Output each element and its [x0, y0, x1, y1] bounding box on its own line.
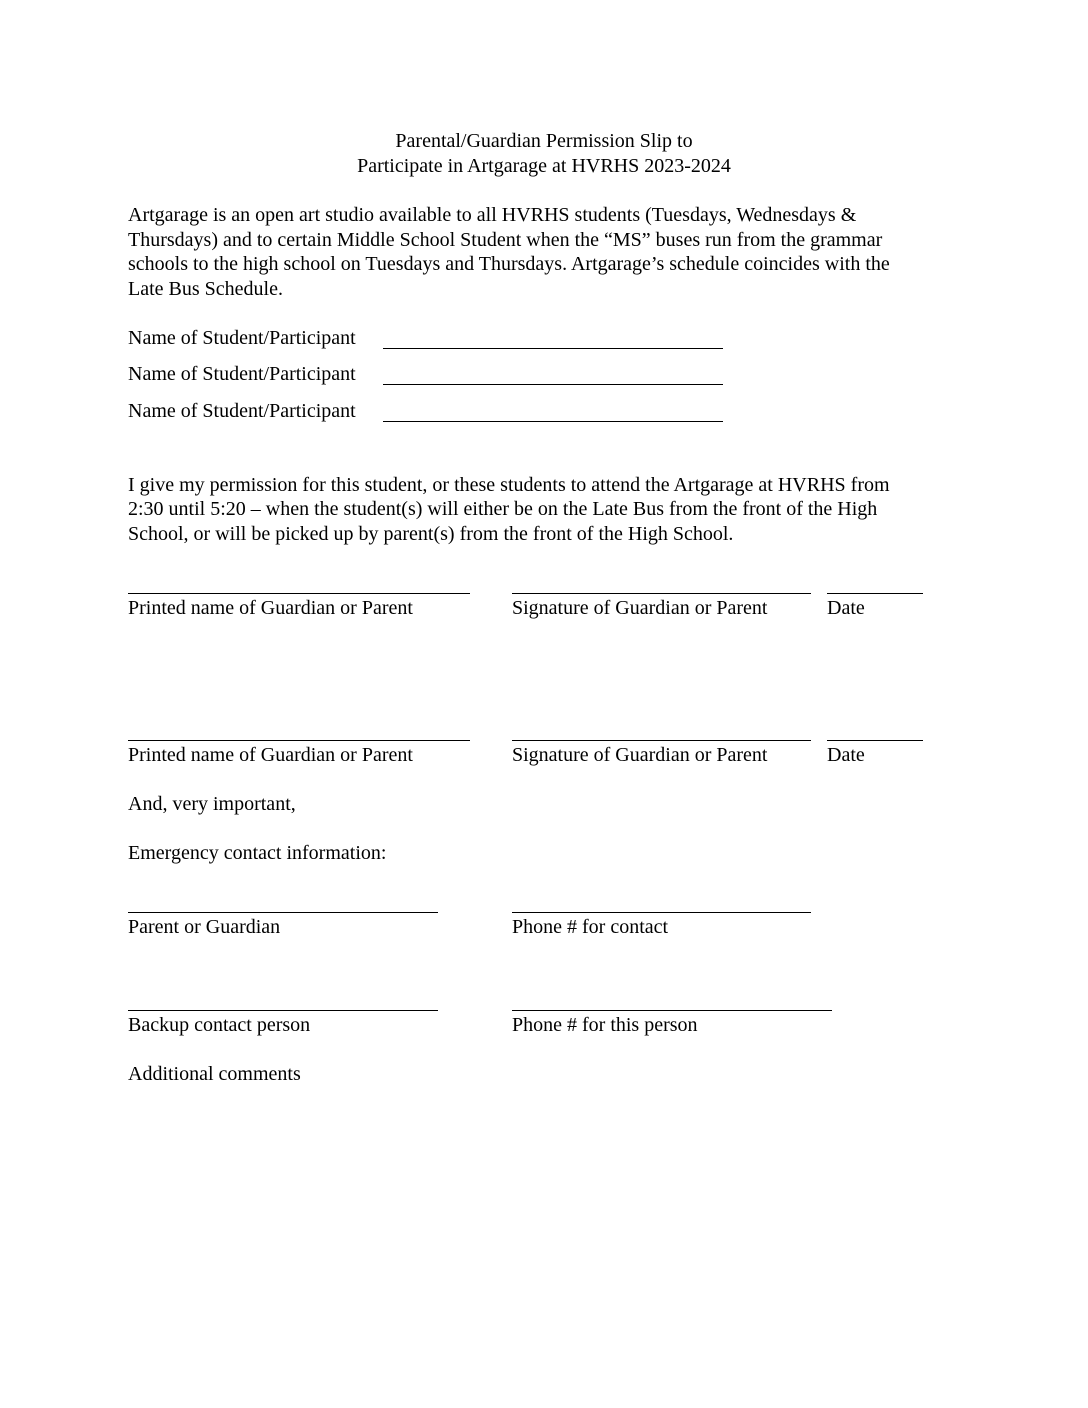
backup-phone-label: Phone # for this person [512, 1014, 698, 1036]
student-name-label-2: Name of Student/Participant [128, 363, 356, 385]
permission-line-2: 2:30 until 5:20 – when the student(s) will either be on the Late Bus from the front of the High [128, 498, 878, 520]
guardian-printed-name-label-1: Printed name of Guardian or Parent [128, 597, 413, 619]
parent-phone-field[interactable] [512, 912, 811, 913]
permission-line-3: School, or will be picked up by parent(s) from the front of the High School. [128, 523, 734, 545]
parent-guardian-label: Parent or Guardian [128, 916, 281, 938]
guardian-date-field-1[interactable] [827, 593, 923, 594]
guardian-date-field-2[interactable] [827, 740, 923, 741]
student-name-label-3: Name of Student/Participant [128, 400, 356, 422]
intro-line-1: Artgarage is an open art studio available to all HVRHS students (Tuesdays, Wednesdays & [128, 204, 857, 226]
backup-contact-label: Backup contact person [128, 1014, 311, 1036]
title-line-1: Parental/Guardian Permission Slip to [395, 130, 693, 152]
guardian-signature-label-2: Signature of Guardian or Parent [512, 744, 768, 766]
guardian-signature-field-1[interactable] [512, 593, 811, 594]
student-name-field-2[interactable] [383, 384, 723, 385]
guardian-printed-name-field-2[interactable] [128, 740, 470, 741]
intro-line-3: schools to the high school on Tuesdays and Thursdays. Artgarage’s schedule coincides with the [128, 253, 890, 275]
backup-contact-field[interactable] [128, 1010, 438, 1011]
emergency-heading: Emergency contact information: [128, 842, 387, 864]
guardian-date-label-2: Date [827, 744, 865, 766]
title-line-2: Participate in Artgarage at HVRHS 2023-2024 [357, 155, 731, 177]
parent-guardian-field[interactable] [128, 912, 438, 913]
guardian-date-label-1: Date [827, 597, 865, 619]
additional-comments-label: Additional comments [128, 1063, 301, 1085]
backup-phone-field[interactable] [512, 1010, 832, 1011]
student-name-field-3[interactable] [383, 421, 723, 422]
intro-line-4: Late Bus Schedule. [128, 278, 283, 300]
guardian-printed-name-label-2: Printed name of Guardian or Parent [128, 744, 413, 766]
intro-line-2: Thursdays) and to certain Middle School Student when the “MS” buses run from the grammar [128, 229, 883, 251]
permission-line-1: I give my permission for this student, or these students to attend the Artgarage at HVRHS from [128, 474, 890, 496]
important-note: And, very important, [128, 793, 296, 815]
guardian-signature-field-2[interactable] [512, 740, 811, 741]
guardian-printed-name-field-1[interactable] [128, 593, 470, 594]
parent-phone-label: Phone # for contact [512, 916, 669, 938]
student-name-label-1: Name of Student/Participant [128, 327, 356, 349]
guardian-signature-label-1: Signature of Guardian or Parent [512, 597, 768, 619]
student-name-field-1[interactable] [383, 348, 723, 349]
